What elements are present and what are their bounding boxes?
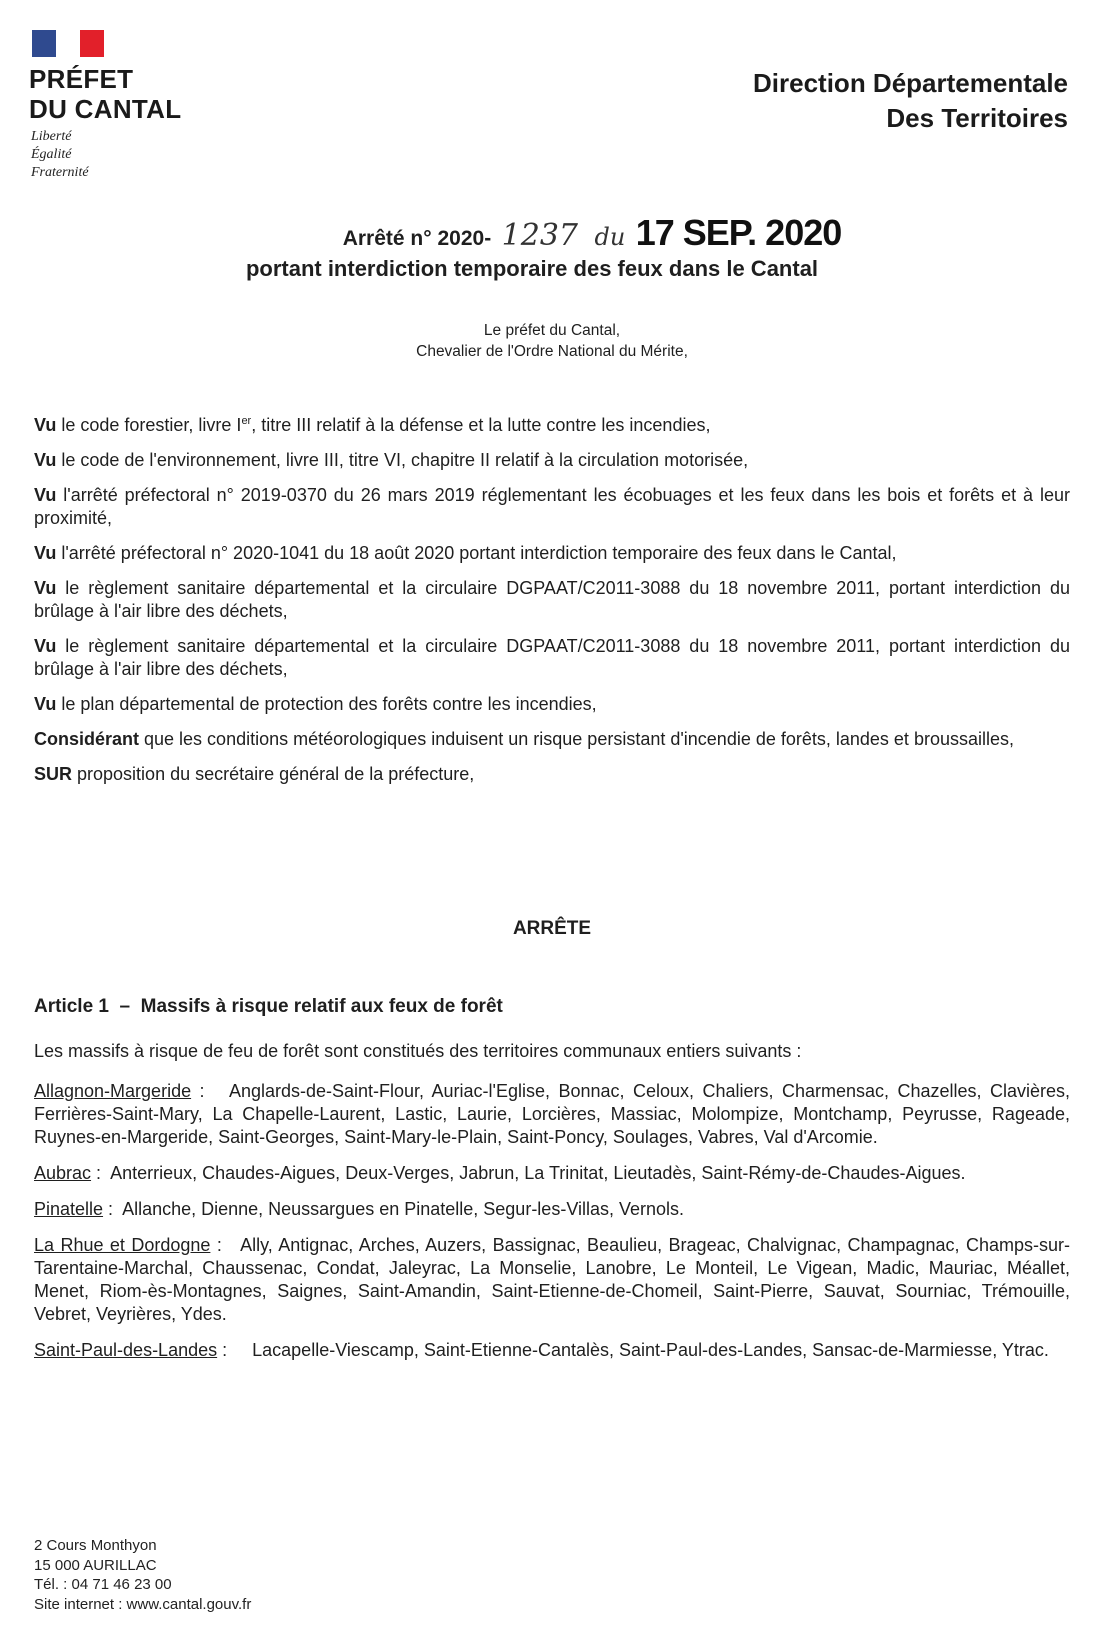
prefecture-name-line1: PRÉFET bbox=[29, 64, 134, 94]
direction-line1: Direction Départementale bbox=[753, 68, 1068, 98]
footer-address-line1: 2 Cours Monthyon bbox=[34, 1537, 157, 1554]
considerant-item bbox=[34, 449, 1070, 472]
massif-sep: : bbox=[217, 1340, 253, 1360]
massif-name: Pinatelle bbox=[34, 1199, 104, 1219]
massif-item bbox=[34, 1234, 1070, 1326]
considerant-text: le règlement sanitaire départemental et la circulaire DGPAAT/C2011-3088 du 18 novembre 2011, portant interdiction du brûlage à l'air libre des déchets, bbox=[34, 636, 1070, 679]
massif-sep: : bbox=[210, 1235, 241, 1255]
considerant-lead: Considérant bbox=[34, 729, 140, 749]
massif-name: La Rhue et Dordogne bbox=[34, 1235, 211, 1255]
arrete-heading: ARRÊTE bbox=[512, 918, 592, 939]
massif-communes: Ally, Antignac, Arches, Auzers, Bassignac, Beaulieu, Brageac, Chalvignac, Champagnac, Champs-sur-Tarentaine-Marchal, Chaussenac, Condat, Jaleyrac, La Monselie, Lanobre, Le Monteil, Le Vigean, Madic, Mauriac, Méallet, Menet, Riom-ès-Montagnes, Saignes, Saint-Amandin, Saint-Etienne-de-Chomeil, Saint-Pierre, Sauvat, Sourniac, Trémouille, Vebret, Veyrières, Ydes. bbox=[34, 1235, 1070, 1324]
date-stamp: 17 SEP. 2020 bbox=[635, 212, 842, 253]
prefecture-name bbox=[29, 64, 181, 124]
massif-communes: Anterrieux, Chaudes-Aigues, Deux-Verges, Jabrun, La Trinitat, Lieutadès, Saint-Rémy-de-Chaudes-Aigues. bbox=[110, 1163, 966, 1183]
considerant-lead: SUR bbox=[34, 764, 73, 784]
considerant-lead: Vu bbox=[34, 543, 57, 563]
arrete-subtitle bbox=[0, 256, 1104, 282]
massif-name: Aubrac bbox=[34, 1163, 92, 1183]
considerant-item bbox=[34, 763, 1070, 786]
considerant-text: que les conditions météorologiques induisent un risque persistant d'incendie de forêts, landes et broussailles, bbox=[139, 729, 1014, 749]
massif-item bbox=[34, 1080, 1070, 1149]
direction-line2: Des Territoires bbox=[886, 103, 1068, 133]
prefect-intro bbox=[0, 320, 1104, 362]
arrete-subtitle-text: portant interdiction temporaire des feux dans le Cantal bbox=[245, 256, 819, 281]
handwritten-number: 1237 bbox=[501, 218, 578, 253]
motto-fraternite: Fraternité bbox=[31, 165, 89, 180]
footer-address bbox=[34, 1536, 251, 1614]
handwritten-du: du bbox=[594, 223, 626, 251]
considerant-item bbox=[34, 693, 1070, 716]
massif-item bbox=[34, 1162, 1070, 1185]
massif-sep: : bbox=[91, 1163, 111, 1183]
arrete-number-prefix: Arrêté n° 2020- bbox=[342, 227, 492, 250]
considerant-lead: Vu bbox=[34, 636, 57, 656]
republic-motto bbox=[31, 128, 89, 182]
footer-address-line2: 15 000 AURILLAC bbox=[34, 1556, 157, 1574]
massif-name: Saint-Paul-des-Landes bbox=[34, 1340, 218, 1360]
direction-header bbox=[753, 66, 1068, 136]
prefecture-name-line2: DU CANTAL bbox=[29, 94, 182, 124]
massif-name: Allagnon-Margeride bbox=[34, 1081, 192, 1101]
massif-item bbox=[34, 1198, 1070, 1221]
considerant-text: proposition du secrétaire général de la préfecture, bbox=[72, 764, 475, 784]
considerant-text: l'arrêté préfectoral n° 2019-0370 du 26 mars 2019 réglementant les écobuages et les feux dans les bois et forêts et à leur proximité, bbox=[34, 485, 1070, 528]
article1-heading: Article 1 – Massifs à risque relatif aux feux de forêt bbox=[34, 996, 503, 1017]
massif-communes: Allanche, Dienne, Neussargues en Pinatelle, Segur-les-Villas, Vernols. bbox=[122, 1199, 685, 1219]
considerant-lead: Vu bbox=[34, 694, 57, 714]
considerant-item bbox=[34, 728, 1070, 751]
motto-liberte: Liberté bbox=[31, 129, 72, 144]
considerant-item bbox=[34, 414, 1070, 437]
considerant-item bbox=[34, 577, 1070, 623]
considerant-item bbox=[34, 542, 1070, 565]
considerant-text: le code forestier, livre I bbox=[56, 415, 242, 435]
marianne-flag-logo bbox=[32, 30, 104, 57]
intro-line2: Chevalier de l'Ordre National du Mérite, bbox=[416, 343, 688, 360]
footer-website[interactable]: Site internet : www.cantal.gouv.fr bbox=[34, 1595, 252, 1613]
considerant-text: le code de l'environnement, livre III, titre VI, chapitre II relatif à la circulation motorisée, bbox=[56, 450, 749, 470]
motto-egalite: Égalité bbox=[31, 147, 72, 162]
considerant-lead: Vu bbox=[34, 450, 57, 470]
footer-phone: Tél. : 04 71 46 23 00 bbox=[34, 1576, 172, 1593]
massif-item bbox=[34, 1339, 1070, 1362]
flag-blue-band bbox=[32, 30, 56, 57]
arrete-title bbox=[0, 212, 1104, 254]
massif-communes: Lacapelle-Viescamp, Saint-Etienne-Cantalès, Saint-Paul-des-Landes, Sansac-de-Marmiesse, Ytrac. bbox=[252, 1340, 1049, 1360]
massif-sep: : bbox=[191, 1081, 229, 1101]
considerants-list bbox=[34, 414, 1070, 798]
considerant-lead: Vu bbox=[34, 578, 57, 598]
considerant-text: le règlement sanitaire départemental et la circulaire DGPAAT/C2011-3088 du 18 novembre 2011, portant interdiction du brûlage à l'air libre des déchets, bbox=[34, 578, 1070, 621]
considerant-text: le plan départemental de protection des forêts contre les incendies, bbox=[56, 694, 597, 714]
massif-sep: : bbox=[103, 1199, 123, 1219]
considerant-lead: Vu bbox=[34, 485, 57, 505]
considerant-text: l'arrêté préfectoral n° 2020-1041 du 18 août 2020 portant interdiction temporaire des feux dans le Cantal, bbox=[56, 543, 897, 563]
article1-intro: Les massifs à risque de feu de forêt sont constitués des territoires communaux entiers suivants : bbox=[34, 1041, 802, 1061]
considerant-lead: Vu bbox=[34, 415, 57, 435]
considerant-tail: , titre III relatif à la défense et la lutte contre les incendies, bbox=[251, 415, 711, 435]
flag-red-band bbox=[80, 30, 104, 57]
intro-line1: Le préfet du Cantal, bbox=[483, 322, 621, 339]
considerant-item bbox=[34, 484, 1070, 530]
massif-communes: Anglards-de-Saint-Flour, Auriac-l'Eglise, Bonnac, Celoux, Chaliers, Charmensac, Chazelles, Clavières, Ferrières-Saint-Mary, La Chapelle-Laurent, Lastic, Laurie, Lorcières, Massiac, Molompize, Montchamp, Peyrusse, Rageade, Ruynes-en-Margeride, Saint-Georges, Saint-Mary-le-Plain, Saint-Poncy, Soulages, Vabres, Val d'Arcomie. bbox=[34, 1081, 1071, 1147]
considerant-item bbox=[34, 635, 1070, 681]
considerant-sup: er bbox=[241, 415, 252, 427]
massifs-list bbox=[34, 1080, 1070, 1375]
flag-white-band bbox=[56, 30, 80, 57]
